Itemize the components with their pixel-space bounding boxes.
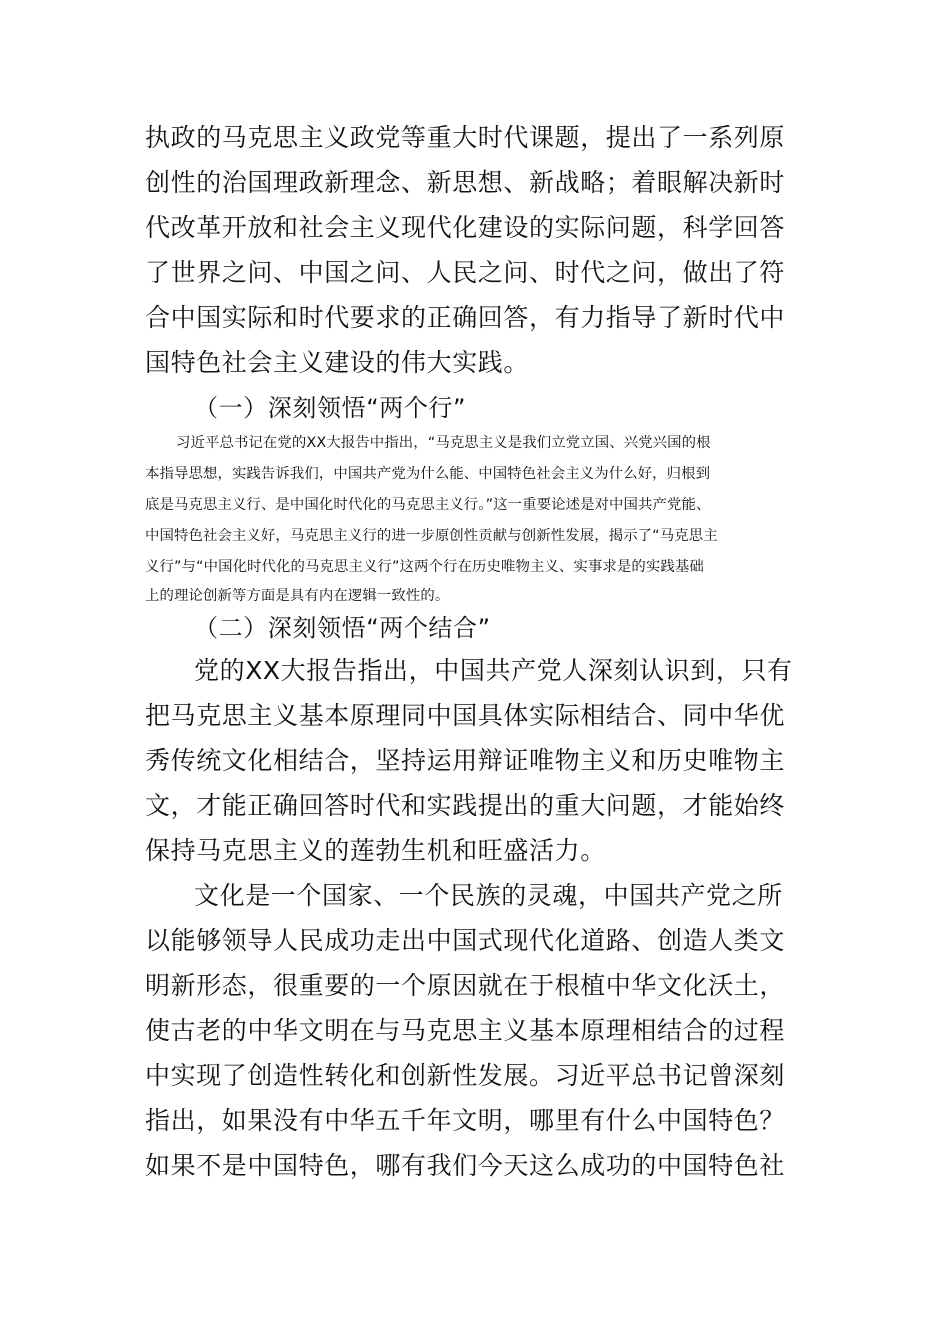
text-line: 以能够领导人民成功走出中国式现代化道路、创造人类文 [145,926,786,955]
text-line: 执政的马克思主义政党等重大时代课题，提出了一系列原 [145,123,786,152]
text-line: 上的理论创新等方面是具有内在逻辑一致性的。 [145,588,450,604]
text-line: 国特色社会主义建设的伟大实践。 [145,348,530,377]
text-line: 创性的治国理政新理念、新思想、新战略；着眼解决新时 [145,168,786,197]
text-line: 中实现了创造性转化和创新性发展。习近平总书记曾深刻 [145,1061,786,1090]
text-line: 文化是一个国家、一个民族的灵魂，中国共产党之所 [194,881,783,910]
text-line: 合中国实际和时代要求的正确回答，有力指导了新时代中 [145,303,786,332]
text-line: 党的XX大报告指出，中国共产党人深刻认识到，只有 [194,656,793,685]
text-line: 本指导思想，实践告诉我们，中国共产党为什么能、中国特色社会主义为什么好，归根到 [145,466,711,482]
text-line: 保持马克思主义的莲勃生机和旺盛活力。 [145,836,606,865]
text-line: 中国特色社会主义好，马克思主义行的进一步原创性贡献与创新性发展，揭示了“马克思主 [145,528,718,544]
text-line: 义行”与“中国化时代化的马克思主义行”这两个行在历史唯物主义、实事求是的实践基础 [145,559,704,575]
text-line: 习近平总书记在党的XX大报告中指出，“马克思主义是我们立党立国、兴党兴国的根 [176,435,711,451]
text-line: 把马克思主义基本原理同中国具体实际相结合、同中华优 [145,701,786,730]
text-line: 了世界之问、中国之问、人民之问、时代之问，做出了符 [145,258,786,287]
text-line: 文，才能正确回答时代和实践提出的重大问题，才能始终 [145,791,786,820]
text-line: 底是马克思主义行、是中国化时代化的马克思主义行。”这一重要论述是对中国共产党能、 [145,497,711,513]
text-line: 使古老的中华文明在与马克思主义基本原理相结合的过程 [145,1016,786,1045]
section-heading-1: （一）深刻领悟“两个行” [194,394,467,422]
text-line: 代改革开放和社会主义现代化建设的实际问题，科学回答 [145,213,786,242]
text-line: 如果不是中国特色，哪有我们今天这么成功的中国特色社 [145,1151,786,1180]
text-line: 指出，如果没有中华五千年文明，哪里有什么中国特色？ [145,1106,786,1135]
text-line: 秀传统文化相结合，坚持运用辩证唯物主义和历史唯物主 [145,746,786,775]
text-line: 明新形态，很重要的一个原因就在于根植中华文化沃土， [145,971,786,1000]
section-heading-2: （二）深刻领悟“两个结合” [194,614,491,642]
